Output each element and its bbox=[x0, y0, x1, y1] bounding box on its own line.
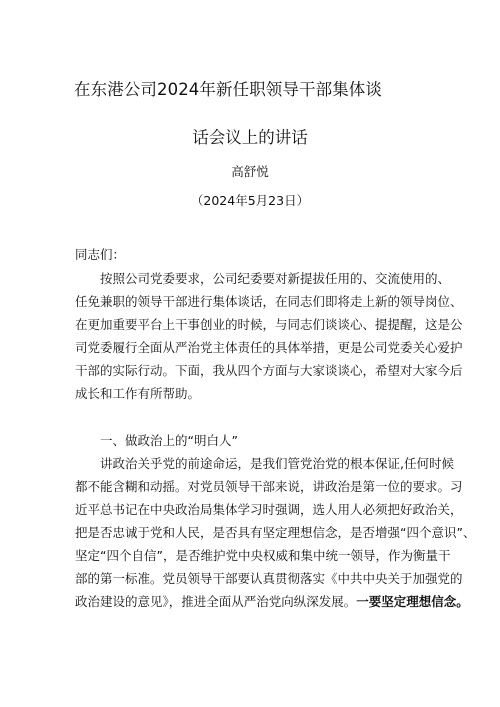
section-heading-1 bbox=[75, 429, 438, 452]
paragraph-line: 按照公司党委要求，公司纪委要对新提拔任用的、交流使用的、 bbox=[100, 271, 451, 286]
paragraph-line: 部的第一标准。党员领导干部要认真贯彻落实《中共中央关于加强党的 bbox=[75, 571, 463, 586]
document-title-line-1: 在东港公司2024年新任职领导干部集体谈 bbox=[74, 80, 382, 99]
bold-emphasis-text: 一要坚定理想信念。 bbox=[356, 594, 469, 609]
paragraph-line: 讲政治关乎党的前途命运，是我们管党治党的根本保证,任何时候 bbox=[100, 456, 454, 471]
speaker-name: 高舒悦 bbox=[231, 164, 269, 179]
paragraph-line: 司党委履行全面从严治党主体责任的具体举措，更是公司党委关心爱护 bbox=[75, 340, 463, 355]
paragraph-line: 任免兼职的领导干部进行集体谈话，在同志们即将走上新的领导岗位、 bbox=[75, 294, 463, 309]
paragraph-line: 近平总书记在中央政治局集体学习时强调，选人用人必须把好政治关， bbox=[75, 502, 463, 517]
speech-date: （2024年5月23日） bbox=[190, 193, 310, 208]
paragraph-line: 在更加重要平台上干事创业的时候，与同志们谈谈心、提提醒，这是公 bbox=[75, 317, 463, 332]
paragraph-line-last bbox=[75, 590, 469, 613]
paragraph-2 bbox=[75, 452, 476, 613]
paragraph-text: 政治建设的意见》，推进全面从严治党向纵深发展。 bbox=[75, 594, 357, 609]
paragraph-line: 成长和工作有所帮助。 bbox=[75, 386, 201, 401]
section-heading-text: 一、做政治上的“明白人” bbox=[100, 433, 238, 448]
paragraph-line: 坚定“四个自信”，是否维护党中央权威和集中统一领导，作为衡量干 bbox=[75, 548, 451, 563]
paragraph-line: 都不能含糊和动摇。对党员领导干部来说，讲政治是第一位的要求。习 bbox=[75, 479, 463, 494]
paragraph-line: 干部的实际行动。下面，我从四个方面与大家谈谈心，希望对大家今后 bbox=[75, 363, 463, 378]
salutation: 同志们： bbox=[75, 247, 126, 262]
paragraph-1 bbox=[75, 267, 463, 405]
paragraph-line: 把是否忠诚于党和人民，是否具有坚定理想信念，是否增强“四个意识”、 bbox=[75, 525, 476, 540]
document-title-line-2: 话会议上的讲话 bbox=[192, 128, 308, 147]
